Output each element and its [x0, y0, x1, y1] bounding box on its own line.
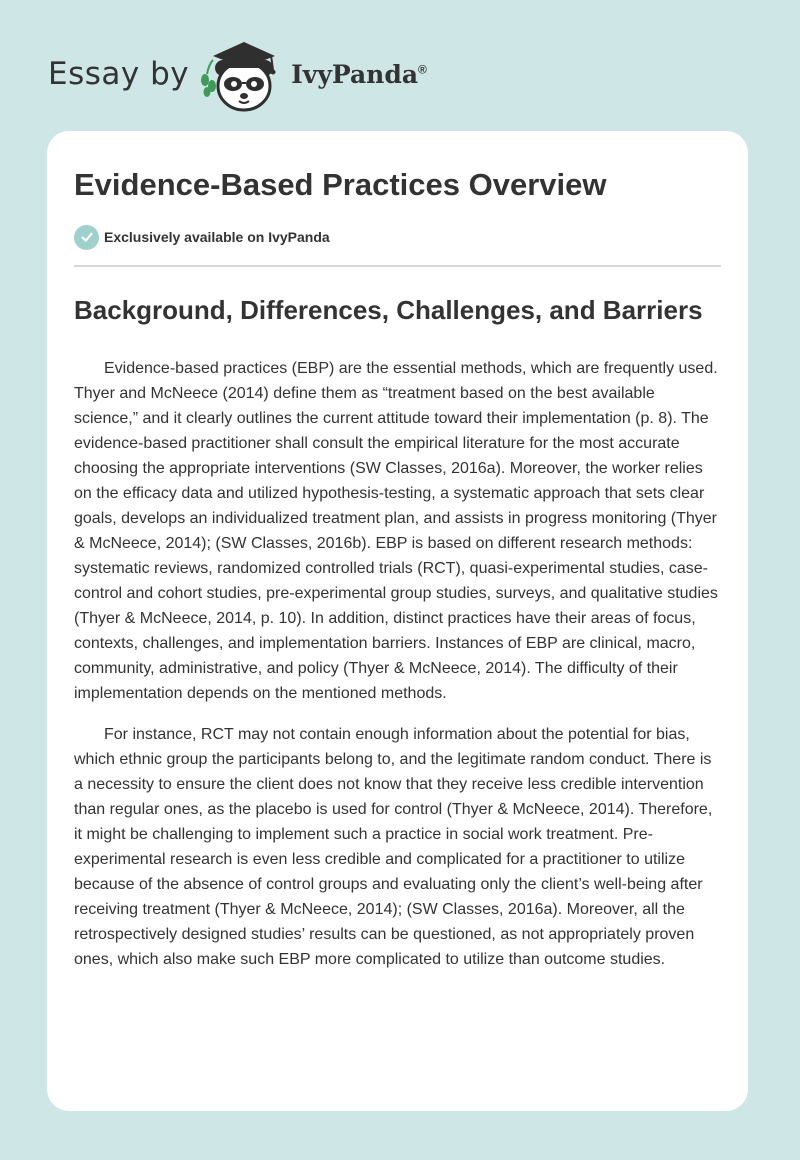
divider — [74, 265, 721, 267]
section-heading: Background, Differences, Challenges, and Barriers — [74, 295, 703, 325]
brand-name: IvyPanda® — [291, 59, 427, 89]
brand-header[interactable] — [48, 34, 427, 114]
panda-logo-icon — [199, 34, 289, 114]
body-paragraph: For instance, RCT may not contain enough information about the potential for bias, which ethnic group the participants belong to, and the legitimate random conduct. There is a necessity to ensure the client does not know that they receive less credible intervention than regular ones, as the placebo is used for control (Thyer & McNeece, 2014). Therefore, it might be challenging to implement such a practice in social work treatment. Pre-experimental research is even less credible and complicated for a practitioner to utilize because of the absence of control groups and evaluating only the client’s well-being after receiving treatment (Thyer & McNeece, 2014); (SW Classes, 2016a). Moreover, all the retrospectively designed studies’ results can be questioned, as not appropriately proven ones, which also make such EBP more complicated to utilize than outcome studies. — [74, 726, 713, 968]
exclusive-badge — [74, 224, 721, 250]
page-title: Evidence-Based Practices Overview — [74, 167, 607, 202]
exclusive-label: Exclusively available on IvyPanda — [104, 229, 330, 245]
brand-prefix: Essay by — [48, 56, 190, 92]
essay-card — [47, 131, 748, 1111]
body-paragraph: Evidence-based practices (EBP) are the essential methods, which are frequently used. Thyer and McNeece (2014) define them as “treatment based on the best available science,” and it clearly outlines the current attitude toward their implementation (p. 8). The evidence-based practitioner shall consult the empirical literature for the most accurate choosing the appropriate interventions (SW Classes, 2016a). Moreover, the worker relies on the efficacy data and utilized hypothesis-testing, a systematic approach that sets clear goals, develops an individualized treatment plan, and assists in progress monitoring (Thyer & McNeece, 2014); (SW Classes, 2016b). EBP is based on different research methods: systematic reviews, randomized controlled trials (RCT), quasi-experimental studies, case-control and cohort studies, pre-experimental group studies, surveys, and qualitative studies (Thyer & McNeece, 2014, p. 10). In addition, distinct practices have their areas of focus, contexts, challenges, and implementation barriers. Instances of EBP are clinical, macro, community, administrative, and policy (Thyer & McNeece, 2014). The difficulty of their implementation depends on the mentioned methods. — [74, 360, 718, 702]
registered-mark: ® — [418, 62, 427, 77]
checkmark-circle-icon — [74, 225, 99, 250]
